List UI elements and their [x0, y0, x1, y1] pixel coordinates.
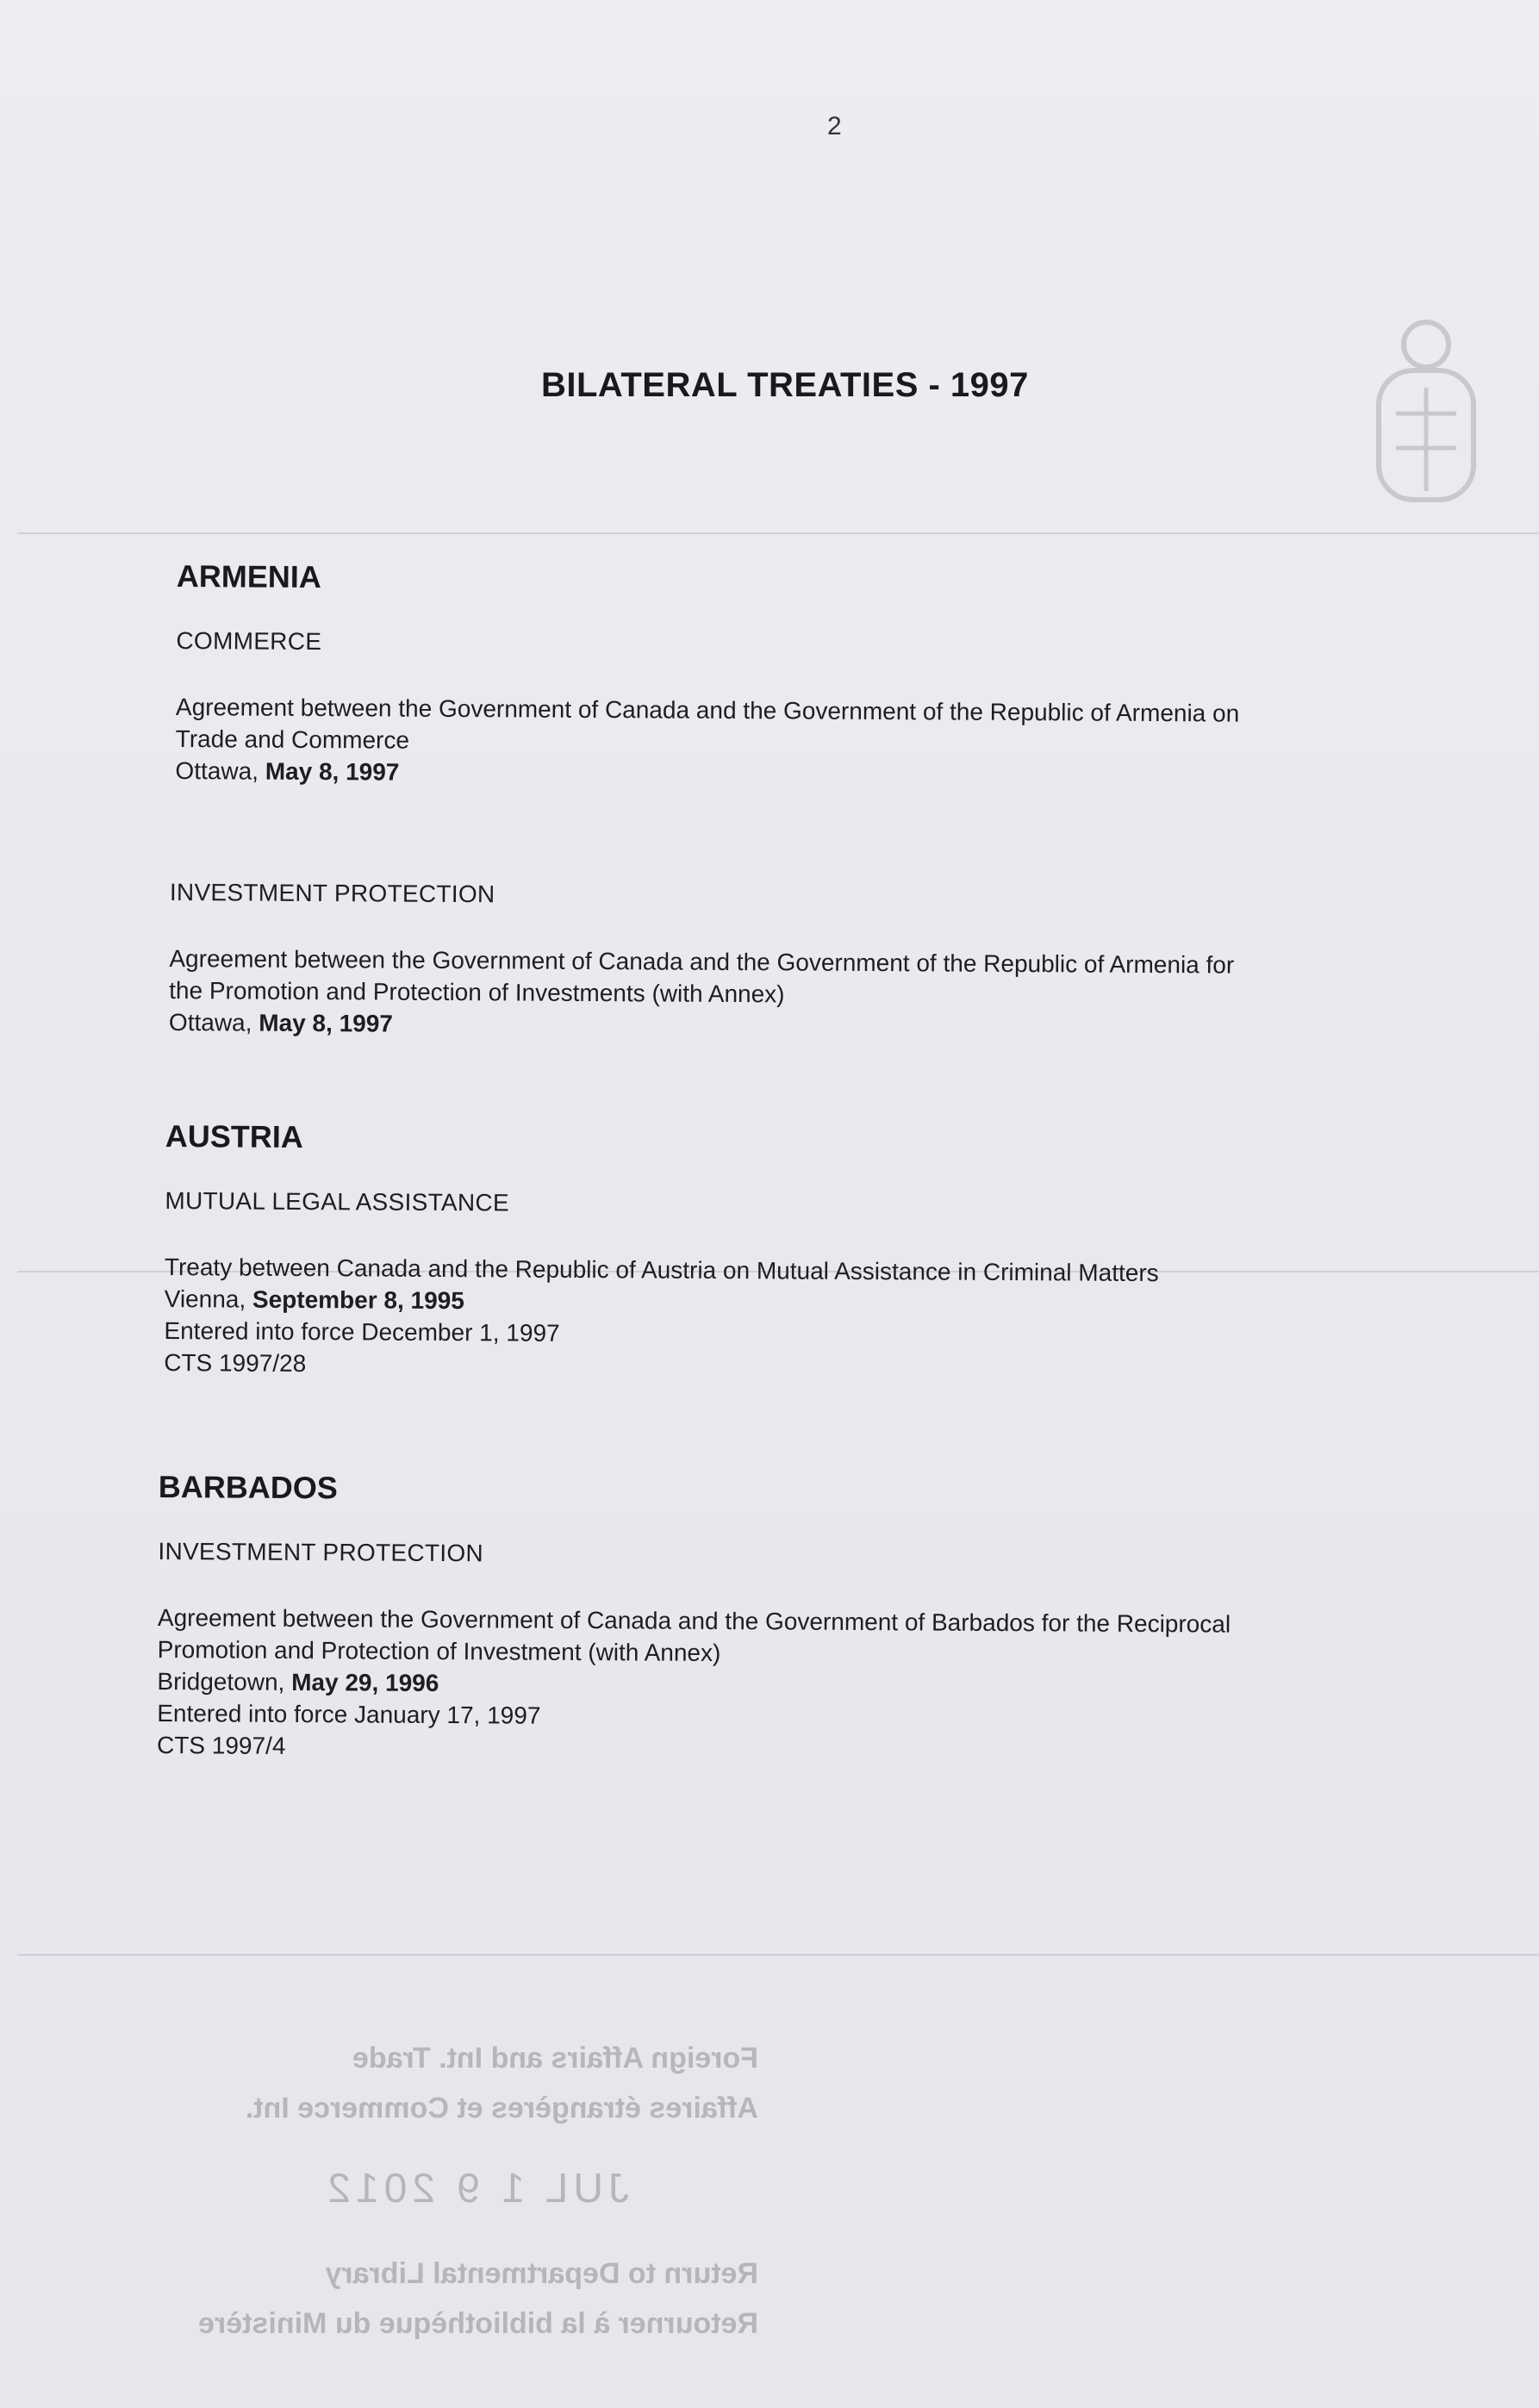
country-heading: BARBADOS [158, 1469, 339, 1506]
topic-heading: INVESTMENT PROTECTION [169, 879, 495, 908]
stamp-line: Foreign Affairs and Int. Trade [352, 2042, 758, 2075]
entry-into-force: Entered into force December 1, 1997 [164, 1316, 560, 1347]
signing-date: September 8, 1995 [252, 1285, 464, 1315]
treaty-text-line: Treaty between Canada and the Republic of Austria on Mutual Assistance in Criminal Matters [164, 1253, 1159, 1287]
treaty-text-line: Trade and Commerce [175, 725, 410, 754]
page-number: 2 [827, 112, 842, 140]
cts-reference: CTS 1997/4 [156, 1731, 286, 1759]
signing-place: Ottawa, [168, 1008, 252, 1036]
bleed-through-crest-icon [1361, 310, 1491, 517]
signing-date: May 8, 1997 [259, 1009, 394, 1037]
bleed-through-rule [17, 532, 1539, 534]
bleed-through-rule [17, 1954, 1539, 1956]
treaty-entry [157, 1602, 1502, 1770]
treaty-entry [164, 1251, 1509, 1387]
country-section-austria [164, 1118, 1510, 1387]
country-section-armenia [175, 558, 1521, 795]
signing-place: Vienna, [164, 1285, 246, 1313]
cts-reference: CTS 1997/28 [164, 1348, 307, 1378]
country-section-barbados [157, 1469, 1503, 1770]
treaty-text-line: Promotion and Protection of Investment (with Annex) [157, 1635, 721, 1666]
stamp-line: Return to Departmental Library [325, 2257, 758, 2290]
signing-date: May 29, 1996 [291, 1668, 439, 1696]
document-title: BILATERAL TREATIES - 1997 [541, 366, 1029, 404]
topic-section-armenia-investment [169, 879, 1514, 1047]
signing-place: Bridgetown, [157, 1667, 285, 1696]
stamp-line: Affaires étrangères et Commerce Int. [245, 2092, 758, 2125]
stamp-date: JUL 1 9 2012 [322, 2166, 629, 2212]
treaty-entry [175, 691, 1520, 795]
topic-heading: COMMERCE [176, 626, 322, 656]
signing-place: Ottawa, [175, 756, 259, 785]
topic-heading: MUTUAL LEGAL ASSISTANCE [165, 1186, 510, 1216]
treaty-text-line: Agreement between the Government of Canada and the Government of the Republic of Armenia on [175, 693, 1240, 727]
treaty-text-line: Agreement between the Government of Canada and the Government of Barbados for the Reciprocal [157, 1603, 1231, 1638]
treaty-text-line: the Promotion and Protection of Investments (with Annex) [169, 976, 785, 1008]
signing-date: May 8, 1997 [265, 757, 400, 786]
entry-into-force: Entered into force January 17, 1997 [157, 1699, 541, 1729]
stamp-line: Retourner à la bibliothèque du Ministère [198, 2307, 758, 2340]
country-heading: ARMENIA [176, 558, 321, 595]
treaty-entry [169, 943, 1514, 1047]
library-stamp [155, 2033, 758, 2395]
country-heading: AUSTRIA [165, 1118, 303, 1154]
topic-heading: INVESTMENT PROTECTION [158, 1537, 484, 1567]
treaty-text-line: Agreement between the Government of Canada and the Government of the Republic of Armenia for [169, 944, 1235, 979]
